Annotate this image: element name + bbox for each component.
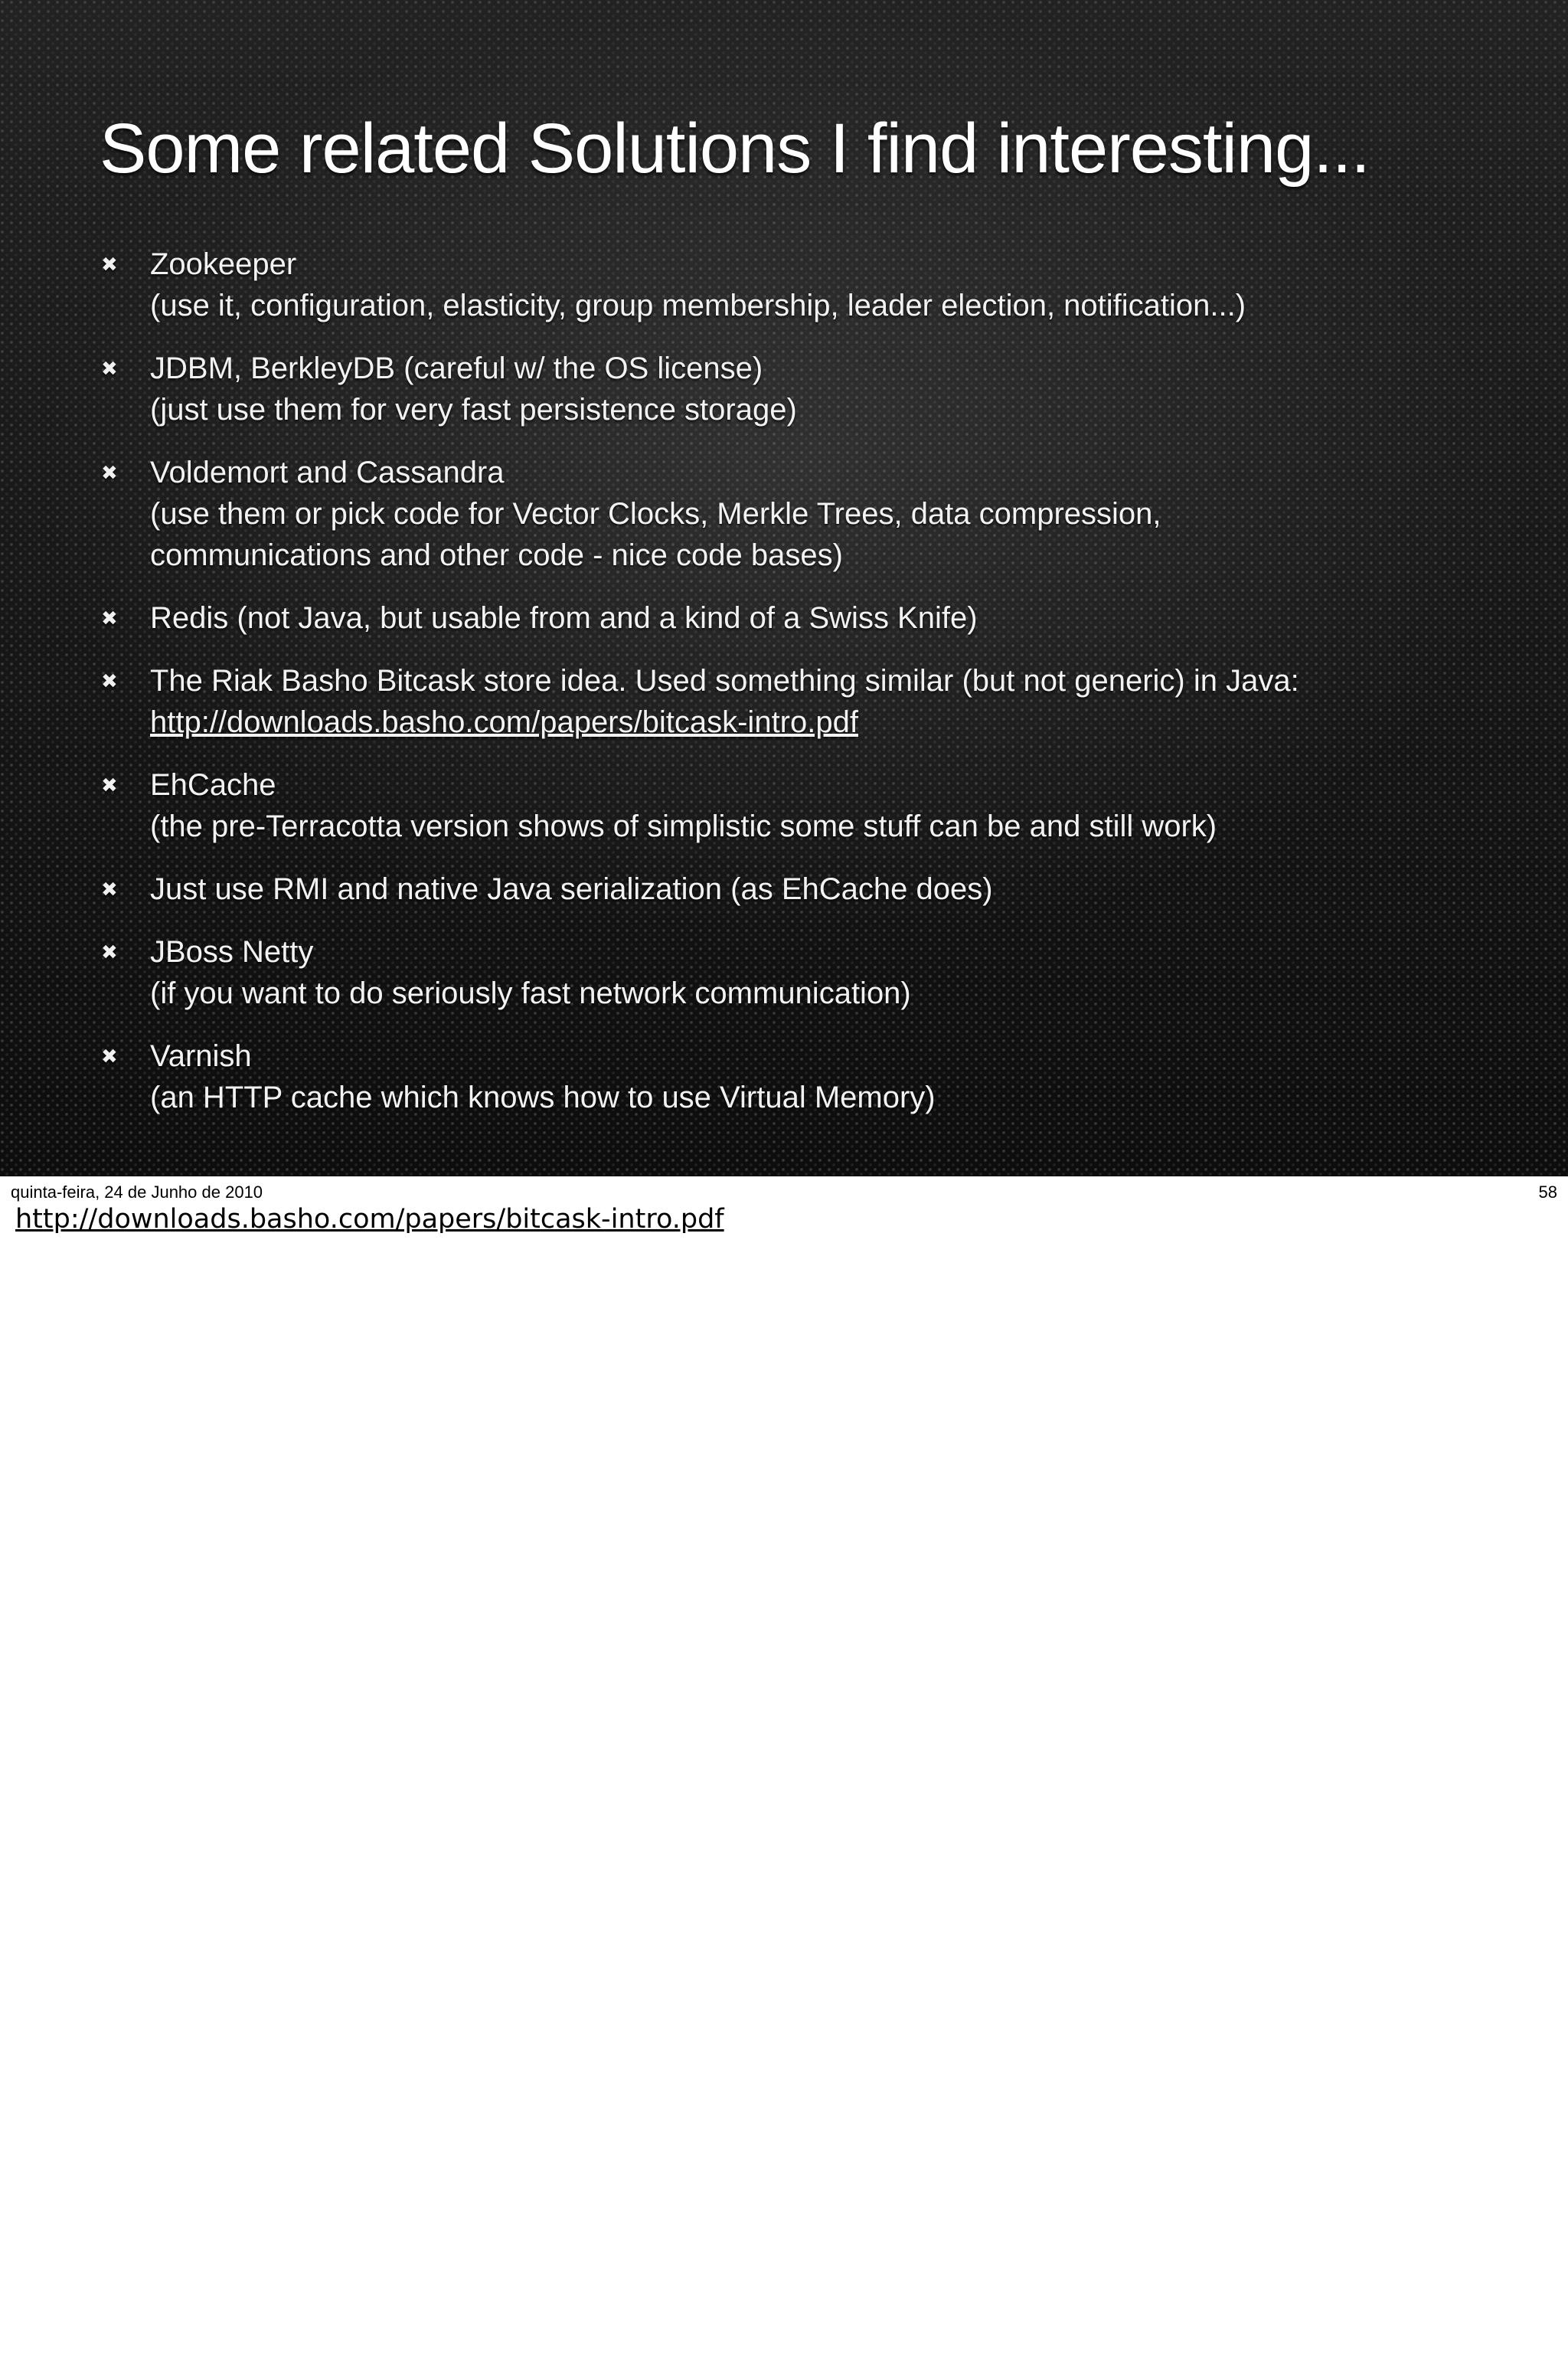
bullet-item-jdbm-berkleydb <box>101 348 1525 430</box>
bullet-item-rmi <box>101 868 1525 910</box>
bullet-line: (use it, configuration, elasticity, group membership, leader election, notification...) <box>150 289 1246 322</box>
bullet-line: JDBM, BerkleyDB (careful w/ the OS license) <box>150 352 763 385</box>
bullet-item-zookeeper <box>101 244 1525 326</box>
bullet-cross-icon: ✖ <box>101 253 118 276</box>
bullet-line: (use them or pick code for Vector Clocks, Merkle Trees, data compression, <box>150 497 1161 531</box>
bullet-line: EhCache <box>150 768 276 802</box>
bullet-line: Just use RMI and native Java serialization (as EhCache does) <box>150 872 993 906</box>
bullet-line: communications and other code - nice code bases) <box>150 538 843 572</box>
bullet-line: Zookeeper <box>150 247 297 281</box>
bullet-item-redis <box>101 597 1525 639</box>
slide <box>0 0 1568 1176</box>
bullet-item-jboss-netty <box>101 931 1525 1014</box>
bullet-line: (if you want to do seriously fast network communication) <box>150 976 911 1010</box>
bullet-line: Voldemort and Cassandra <box>150 456 505 489</box>
bullet-cross-icon: ✖ <box>101 774 118 797</box>
bullet-line: (the pre-Terracotta version shows of simplistic some stuff can be and still work) <box>150 810 1217 843</box>
bullet-cross-icon: ✖ <box>101 357 118 380</box>
bullet-cross-icon: ✖ <box>101 669 118 692</box>
bullet-list <box>101 244 1525 1140</box>
bullet-line: Redis (not Java, but usable from and a kind of a Swiss Knife) <box>150 601 978 635</box>
bitcask-paper-link[interactable]: http://downloads.basho.com/papers/bitcask-intro.pdf <box>150 705 858 739</box>
bullet-item-voldemort-cassandra <box>101 452 1525 576</box>
bullet-cross-icon: ✖ <box>101 878 118 901</box>
notes-link[interactable]: http://downloads.basho.com/papers/bitcask-intro.pdf <box>15 1204 724 1235</box>
bullet-cross-icon: ✖ <box>101 940 118 963</box>
bullet-item-varnish <box>101 1035 1525 1118</box>
page-number: 58 <box>1538 1182 1557 1202</box>
slide-title: Some related Solutions I find interesting... <box>100 110 1370 188</box>
bullet-item-ehcache <box>101 764 1525 847</box>
bullet-cross-icon: ✖ <box>101 461 118 484</box>
bullet-line: (just use them for very fast persistence storage) <box>150 393 797 427</box>
bullet-item-riak-bitcask <box>101 660 1525 743</box>
bullet-cross-icon: ✖ <box>101 1045 118 1068</box>
footer-date: quinta-feira, 24 de Junho de 2010 <box>11 1182 263 1202</box>
bullet-cross-icon: ✖ <box>101 607 118 630</box>
bullet-line: Varnish <box>150 1039 252 1073</box>
bullet-line: JBoss Netty <box>150 935 314 969</box>
bullet-line: (an HTTP cache which knows how to use Virtual Memory) <box>150 1081 936 1114</box>
bullet-line: The Riak Basho Bitcask store idea. Used something similar (but not generic) in Java: <box>150 664 1299 698</box>
